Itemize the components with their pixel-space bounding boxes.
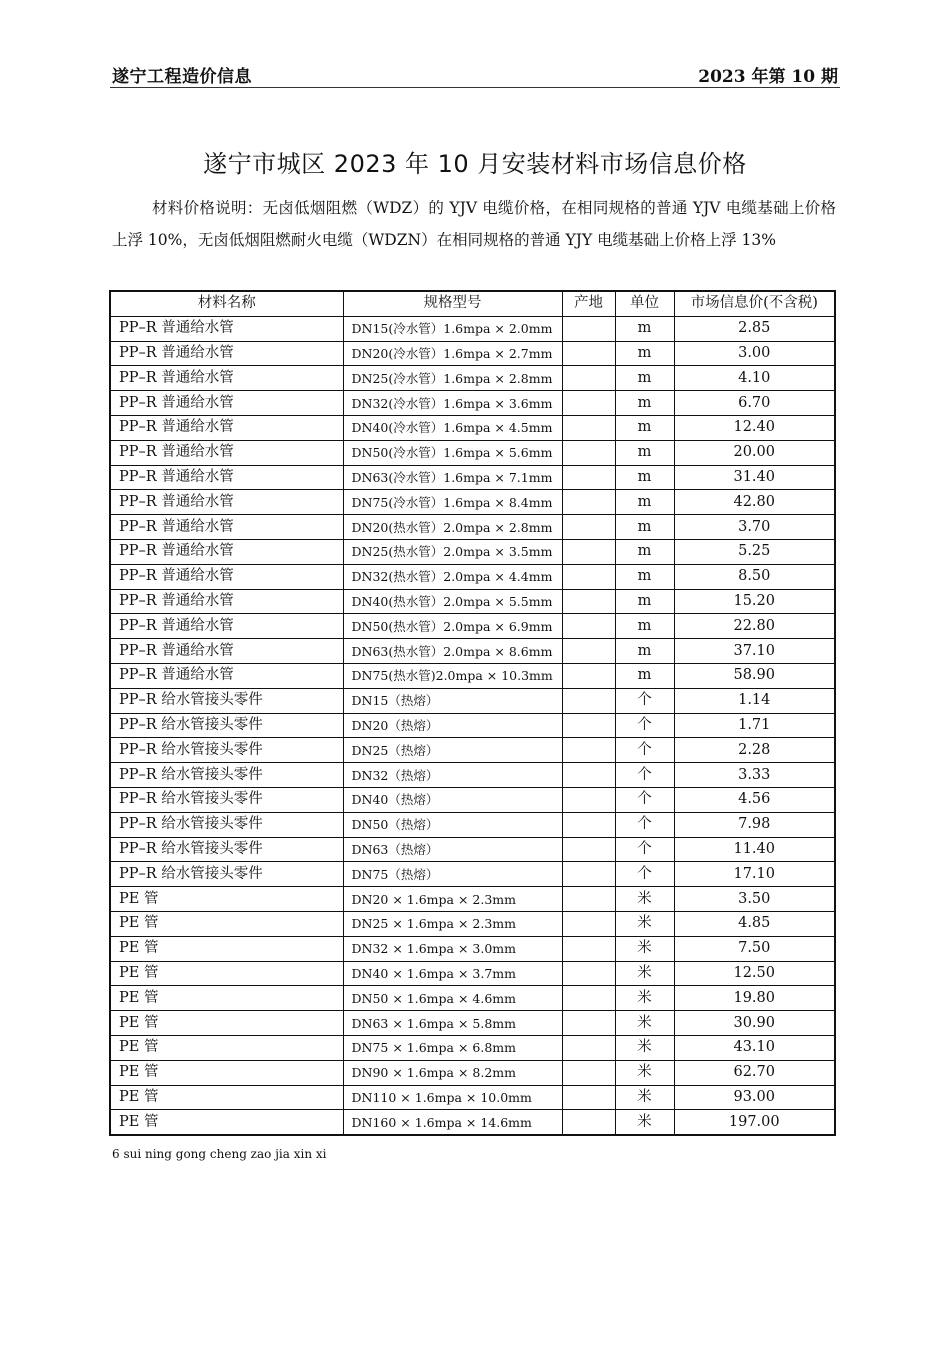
spec-cell: DN75(热水管)2.0mpa × 10.3mm bbox=[343, 663, 562, 688]
price-cell: 37.10 bbox=[674, 639, 835, 664]
table-row bbox=[110, 316, 835, 341]
origin-cell bbox=[562, 688, 615, 713]
spec-cell: DN75（热熔） bbox=[343, 862, 562, 887]
table-row bbox=[110, 415, 835, 440]
origin-cell bbox=[562, 1035, 615, 1060]
table-row bbox=[110, 663, 835, 688]
origin-cell bbox=[562, 911, 615, 936]
spec-cell: DN20（热熔） bbox=[343, 713, 562, 738]
price-cell: 2.28 bbox=[674, 738, 835, 763]
origin-cell bbox=[562, 366, 615, 391]
price-cell: 4.10 bbox=[674, 366, 835, 391]
origin-cell bbox=[562, 490, 615, 515]
material-name-cell: PP–R 普通给水管 bbox=[110, 539, 343, 564]
origin-cell bbox=[562, 341, 615, 366]
material-name-cell: PP–R 普通给水管 bbox=[110, 415, 343, 440]
price-cell: 20.00 bbox=[674, 440, 835, 465]
origin-cell bbox=[562, 639, 615, 664]
material-name-cell: PE 管 bbox=[110, 1011, 343, 1036]
table-row bbox=[110, 1011, 835, 1036]
price-cell: 12.40 bbox=[674, 415, 835, 440]
price-cell: 7.50 bbox=[674, 936, 835, 961]
price-cell: 12.50 bbox=[674, 961, 835, 986]
material-name-cell: PP–R 给水管接头零件 bbox=[110, 688, 343, 713]
unit-cell: 米 bbox=[615, 986, 674, 1011]
table-body bbox=[110, 316, 835, 1135]
table-row bbox=[110, 366, 835, 391]
material-name-cell: PE 管 bbox=[110, 1060, 343, 1085]
material-name-cell: PP–R 普通给水管 bbox=[110, 316, 343, 341]
unit-cell: 个 bbox=[615, 763, 674, 788]
origin-cell bbox=[562, 440, 615, 465]
material-name-cell: PE 管 bbox=[110, 1035, 343, 1060]
price-cell: 17.10 bbox=[674, 862, 835, 887]
table-row bbox=[110, 440, 835, 465]
origin-cell bbox=[562, 787, 615, 812]
unit-cell: 个 bbox=[615, 713, 674, 738]
material-name-cell: PP–R 普通给水管 bbox=[110, 515, 343, 540]
unit-cell: m bbox=[615, 341, 674, 366]
origin-cell bbox=[562, 589, 615, 614]
table-row bbox=[110, 738, 835, 763]
table-row bbox=[110, 391, 835, 416]
origin-cell bbox=[562, 738, 615, 763]
price-cell: 197.00 bbox=[674, 1110, 835, 1135]
material-name-cell: PP–R 普通给水管 bbox=[110, 663, 343, 688]
unit-cell: m bbox=[615, 440, 674, 465]
origin-cell bbox=[562, 862, 615, 887]
unit-cell: 个 bbox=[615, 837, 674, 862]
column-header-spec: 规格型号 bbox=[343, 291, 562, 316]
unit-cell: 个 bbox=[615, 787, 674, 812]
origin-cell bbox=[562, 1011, 615, 1036]
price-cell: 3.00 bbox=[674, 341, 835, 366]
origin-cell bbox=[562, 564, 615, 589]
unit-cell: 米 bbox=[615, 961, 674, 986]
issue-number: 2023 年第 10 期 bbox=[698, 67, 838, 87]
table-row bbox=[110, 713, 835, 738]
table-row bbox=[110, 961, 835, 986]
spec-cell: DN20 × 1.6mpa × 2.3mm bbox=[343, 887, 562, 912]
unit-cell: 个 bbox=[615, 688, 674, 713]
origin-cell bbox=[562, 316, 615, 341]
spec-cell: DN25(冷水管）1.6mpa × 2.8mm bbox=[343, 366, 562, 391]
price-cell: 2.85 bbox=[674, 316, 835, 341]
origin-cell bbox=[562, 1085, 615, 1110]
column-header-origin: 产地 bbox=[562, 291, 615, 316]
spec-cell: DN63 × 1.6mpa × 5.8mm bbox=[343, 1011, 562, 1036]
column-header-unit: 单位 bbox=[615, 291, 674, 316]
page-footer: 6 sui ning gong cheng zao jia xin xi bbox=[112, 1147, 327, 1161]
material-name-cell: PE 管 bbox=[110, 887, 343, 912]
origin-cell bbox=[562, 539, 615, 564]
price-note: 材料价格说明：无卤低烟阻燃（WDZ）的 YJV 电缆价格，在相同规格的普通 YJV 电缆基础上价格上浮 10%，无卤低烟阻燃耐火电缆（WDZN）在相同规格的普通 YJY 电缆基础上价格上浮 13% bbox=[112, 199, 836, 249]
table-header-row bbox=[110, 291, 835, 316]
material-name-cell: PE 管 bbox=[110, 936, 343, 961]
price-cell: 15.20 bbox=[674, 589, 835, 614]
table-row bbox=[110, 564, 835, 589]
price-cell: 5.25 bbox=[674, 539, 835, 564]
price-table bbox=[109, 290, 836, 1136]
table-row bbox=[110, 862, 835, 887]
spec-cell: DN40 × 1.6mpa × 3.7mm bbox=[343, 961, 562, 986]
material-name-cell: PP–R 普通给水管 bbox=[110, 639, 343, 664]
spec-cell: DN20(冷水管）1.6mpa × 2.7mm bbox=[343, 341, 562, 366]
table-row bbox=[110, 1035, 835, 1060]
table-row bbox=[110, 614, 835, 639]
table-row bbox=[110, 1085, 835, 1110]
table-row bbox=[110, 539, 835, 564]
spec-cell: DN75 × 1.6mpa × 6.8mm bbox=[343, 1035, 562, 1060]
unit-cell: m bbox=[615, 316, 674, 341]
unit-cell: 米 bbox=[615, 1085, 674, 1110]
origin-cell bbox=[562, 986, 615, 1011]
spec-cell: DN63(热水管）2.0mpa × 8.6mm bbox=[343, 639, 562, 664]
material-name-cell: PP–R 普通给水管 bbox=[110, 391, 343, 416]
material-name-cell: PP–R 给水管接头零件 bbox=[110, 787, 343, 812]
price-cell: 43.10 bbox=[674, 1035, 835, 1060]
price-cell: 1.14 bbox=[674, 688, 835, 713]
table-row bbox=[110, 341, 835, 366]
price-cell: 4.56 bbox=[674, 787, 835, 812]
origin-cell bbox=[562, 1110, 615, 1135]
material-name-cell: PE 管 bbox=[110, 1085, 343, 1110]
spec-cell: DN40(冷水管）1.6mpa × 4.5mm bbox=[343, 415, 562, 440]
table-row bbox=[110, 639, 835, 664]
price-cell: 1.71 bbox=[674, 713, 835, 738]
table-row bbox=[110, 812, 835, 837]
material-name-cell: PP–R 普通给水管 bbox=[110, 490, 343, 515]
spec-cell: DN90 × 1.6mpa × 8.2mm bbox=[343, 1060, 562, 1085]
table-row bbox=[110, 1060, 835, 1085]
price-cell: 4.85 bbox=[674, 911, 835, 936]
price-cell: 30.90 bbox=[674, 1011, 835, 1036]
spec-cell: DN50（热熔） bbox=[343, 812, 562, 837]
material-name-cell: PP–R 普通给水管 bbox=[110, 341, 343, 366]
unit-cell: m bbox=[615, 639, 674, 664]
material-name-cell: PE 管 bbox=[110, 986, 343, 1011]
publication-name: 遂宁工程造价信息 bbox=[112, 67, 252, 87]
unit-cell: m bbox=[615, 589, 674, 614]
unit-cell: m bbox=[615, 366, 674, 391]
price-cell: 8.50 bbox=[674, 564, 835, 589]
price-cell: 62.70 bbox=[674, 1060, 835, 1085]
table-row bbox=[110, 763, 835, 788]
price-cell: 31.40 bbox=[674, 465, 835, 490]
origin-cell bbox=[562, 465, 615, 490]
spec-cell: DN25 × 1.6mpa × 2.3mm bbox=[343, 911, 562, 936]
origin-cell bbox=[562, 515, 615, 540]
spec-cell: DN15(冷水管）1.6mpa × 2.0mm bbox=[343, 316, 562, 341]
origin-cell bbox=[562, 391, 615, 416]
origin-cell bbox=[562, 763, 615, 788]
origin-cell bbox=[562, 961, 615, 986]
material-name-cell: PP–R 普通给水管 bbox=[110, 589, 343, 614]
spec-cell: DN40（热熔） bbox=[343, 787, 562, 812]
unit-cell: m bbox=[615, 614, 674, 639]
unit-cell: 米 bbox=[615, 1110, 674, 1135]
spec-cell: DN32（热熔） bbox=[343, 763, 562, 788]
column-header-price: 市场信息价(不含税) bbox=[674, 291, 835, 316]
origin-cell bbox=[562, 415, 615, 440]
material-name-cell: PE 管 bbox=[110, 961, 343, 986]
price-cell: 3.33 bbox=[674, 763, 835, 788]
spec-cell: DN25（热熔） bbox=[343, 738, 562, 763]
material-name-cell: PP–R 普通给水管 bbox=[110, 465, 343, 490]
origin-cell bbox=[562, 1060, 615, 1085]
material-name-cell: PP–R 给水管接头零件 bbox=[110, 763, 343, 788]
unit-cell: 米 bbox=[615, 911, 674, 936]
spec-cell: DN63（热熔） bbox=[343, 837, 562, 862]
table-row bbox=[110, 887, 835, 912]
origin-cell bbox=[562, 614, 615, 639]
unit-cell: m bbox=[615, 515, 674, 540]
table-row bbox=[110, 515, 835, 540]
spec-cell: DN110 × 1.6mpa × 10.0mm bbox=[343, 1085, 562, 1110]
price-cell: 22.80 bbox=[674, 614, 835, 639]
price-cell: 42.80 bbox=[674, 490, 835, 515]
header-divider bbox=[110, 87, 840, 88]
spec-cell: DN75(冷水管）1.6mpa × 8.4mm bbox=[343, 490, 562, 515]
spec-cell: DN160 × 1.6mpa × 14.6mm bbox=[343, 1110, 562, 1135]
price-cell: 19.80 bbox=[674, 986, 835, 1011]
unit-cell: 米 bbox=[615, 1060, 674, 1085]
price-cell: 7.98 bbox=[674, 812, 835, 837]
spec-cell: DN32 × 1.6mpa × 3.0mm bbox=[343, 936, 562, 961]
unit-cell: m bbox=[615, 564, 674, 589]
unit-cell: m bbox=[615, 663, 674, 688]
origin-cell bbox=[562, 887, 615, 912]
material-name-cell: PP–R 给水管接头零件 bbox=[110, 713, 343, 738]
spec-cell: DN32(热水管）2.0mpa × 4.4mm bbox=[343, 564, 562, 589]
material-name-cell: PP–R 给水管接头零件 bbox=[110, 837, 343, 862]
table-row bbox=[110, 986, 835, 1011]
price-cell: 3.70 bbox=[674, 515, 835, 540]
table-row bbox=[110, 688, 835, 713]
unit-cell: 米 bbox=[615, 1035, 674, 1060]
material-name-cell: PP–R 普通给水管 bbox=[110, 366, 343, 391]
column-header-name: 材料名称 bbox=[110, 291, 343, 316]
price-cell: 58.90 bbox=[674, 663, 835, 688]
unit-cell: m bbox=[615, 539, 674, 564]
origin-cell bbox=[562, 936, 615, 961]
page-title: 遂宁市城区 2023 年 10 月安装材料市场信息价格 bbox=[203, 150, 747, 178]
material-name-cell: PP–R 给水管接头零件 bbox=[110, 812, 343, 837]
price-cell: 11.40 bbox=[674, 837, 835, 862]
spec-cell: DN25(热水管）2.0mpa × 3.5mm bbox=[343, 539, 562, 564]
unit-cell: 个 bbox=[615, 862, 674, 887]
spec-cell: DN40(热水管）2.0mpa × 5.5mm bbox=[343, 589, 562, 614]
material-name-cell: PP–R 给水管接头零件 bbox=[110, 738, 343, 763]
unit-cell: 个 bbox=[615, 812, 674, 837]
origin-cell bbox=[562, 837, 615, 862]
price-cell: 93.00 bbox=[674, 1085, 835, 1110]
unit-cell: 个 bbox=[615, 738, 674, 763]
spec-cell: DN50 × 1.6mpa × 4.6mm bbox=[343, 986, 562, 1011]
spec-cell: DN63(冷水管）1.6mpa × 7.1mm bbox=[343, 465, 562, 490]
spec-cell: DN20(热水管）2.0mpa × 2.8mm bbox=[343, 515, 562, 540]
unit-cell: 米 bbox=[615, 887, 674, 912]
unit-cell: m bbox=[615, 490, 674, 515]
origin-cell bbox=[562, 713, 615, 738]
material-name-cell: PP–R 普通给水管 bbox=[110, 440, 343, 465]
table-row bbox=[110, 911, 835, 936]
table-row bbox=[110, 837, 835, 862]
price-cell: 3.50 bbox=[674, 887, 835, 912]
table-row bbox=[110, 589, 835, 614]
spec-cell: DN50(热水管）2.0mpa × 6.9mm bbox=[343, 614, 562, 639]
table-row bbox=[110, 465, 835, 490]
unit-cell: 米 bbox=[615, 936, 674, 961]
spec-cell: DN32(冷水管）1.6mpa × 3.6mm bbox=[343, 391, 562, 416]
unit-cell: 米 bbox=[615, 1011, 674, 1036]
origin-cell bbox=[562, 663, 615, 688]
spec-cell: DN15（热熔） bbox=[343, 688, 562, 713]
table-row bbox=[110, 787, 835, 812]
material-name-cell: PP–R 给水管接头零件 bbox=[110, 862, 343, 887]
price-cell: 6.70 bbox=[674, 391, 835, 416]
table-row bbox=[110, 490, 835, 515]
spec-cell: DN50(冷水管）1.6mpa × 5.6mm bbox=[343, 440, 562, 465]
table-row bbox=[110, 1110, 835, 1135]
origin-cell bbox=[562, 812, 615, 837]
unit-cell: m bbox=[615, 465, 674, 490]
unit-cell: m bbox=[615, 415, 674, 440]
material-name-cell: PE 管 bbox=[110, 1110, 343, 1135]
table-row bbox=[110, 936, 835, 961]
unit-cell: m bbox=[615, 391, 674, 416]
material-name-cell: PP–R 普通给水管 bbox=[110, 564, 343, 589]
material-name-cell: PP–R 普通给水管 bbox=[110, 614, 343, 639]
material-name-cell: PE 管 bbox=[110, 911, 343, 936]
